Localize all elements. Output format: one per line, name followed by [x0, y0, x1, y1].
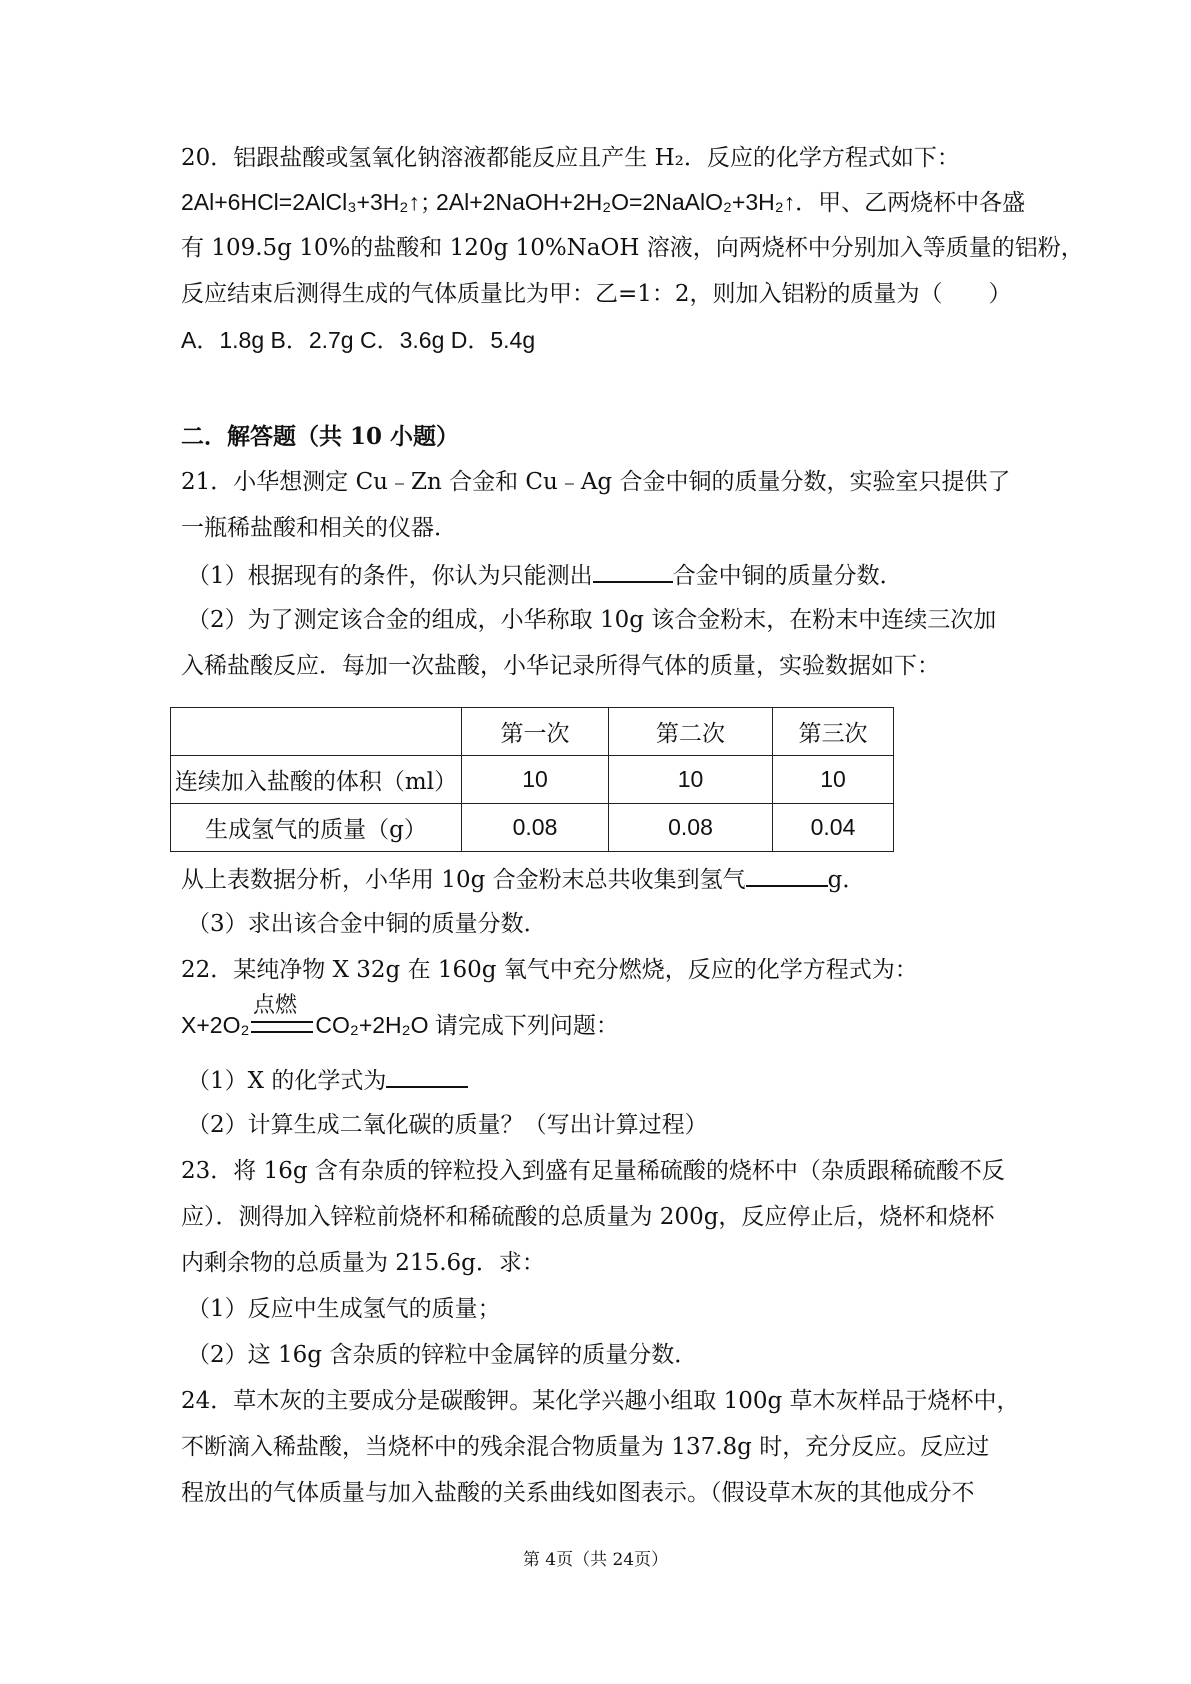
section-title: 二．解答题（共 10 小题）: [181, 423, 460, 450]
q21-part1-text-a: （1）根据现有的条件，你认为只能测出: [187, 563, 593, 589]
q20-line4: 反应结束后测得生成的气体质量比为甲：乙=1：2，则加入铝粉的质量为（ ）: [181, 281, 1012, 307]
q21-after-text-b: g．: [827, 867, 866, 893]
q22-part1-text: （1）X 的化学式为: [187, 1068, 387, 1094]
q23-part1: （1）反应中生成氢气的质量；: [187, 1296, 501, 1322]
table-cell: 0.08: [609, 804, 773, 852]
table-header-cell: 第二次: [609, 708, 773, 756]
q21-part1-text-b: 合金中铜的质量分数．: [672, 563, 903, 589]
table-header-row: [171, 708, 894, 756]
table-header-cell: 第三次: [773, 708, 894, 756]
q23-line1: 23．将 16g 含有杂质的锌粒投入到盛有足量稀硫酸的烧杯中（杂质跟稀硫酸不反: [181, 1158, 1005, 1184]
q20-options: A．1.8g B．2.7g C．3.6g D．5.4g: [181, 327, 536, 353]
q20-equation2: 2Al+2NaOH+2H₂O=2NaAlO₂+3H₂↑．甲、乙两烧杯中各盛: [436, 189, 1026, 215]
q22-part1: [187, 1064, 468, 1096]
q22-equation-right: CO₂+2H₂O 请完成下列问题：: [315, 1012, 619, 1038]
table-cell: 10: [462, 756, 609, 804]
q24-line1: 24．草木灰的主要成分是碳酸钾。某化学兴趣小组取 100g 草木灰样品于烧杯中，: [181, 1388, 1020, 1414]
table-row: [171, 756, 894, 804]
q21-part2-line1: （2）为了测定该合金的组成，小华称取 10g 该合金粉末，在粉末中连续三次加: [187, 607, 997, 633]
q22-formula-blank: [386, 1064, 468, 1088]
q21-line1: 21．小华想测定 Cu﹣Zn 合金和 Cu﹣Ag 合金中铜的质量分数，实验室只提供了: [181, 469, 1011, 495]
q22-equation-condition: 点燃: [253, 993, 298, 1018]
q21-part1-blank: [593, 559, 673, 583]
q23-line3: 内剩余物的总质量为 215.6g．求：: [181, 1250, 545, 1276]
table-cell: 连续加入盐酸的体积（ml）: [171, 756, 462, 804]
table-cell: 0.04: [773, 804, 894, 852]
table-cell: 10: [609, 756, 773, 804]
table-cell: 生成氢气的质量（g）: [171, 804, 462, 852]
q23-part2: （2）这 16g 含杂质的锌粒中金属锌的质量分数．: [187, 1342, 698, 1368]
q21-after-text-a: 从上表数据分析，小华用 10g 合金粉末总共收集到氢气: [181, 867, 746, 893]
q20-line3: 有 109.5g 10%的盐酸和 120g 10%NaOH 溶液，向两烧杯中分别加入等质量的铝粉，: [181, 235, 1084, 261]
table-cell: 0.08: [462, 804, 609, 852]
q22-equation-left: X+2O₂: [181, 1012, 250, 1038]
q24-line3: 程放出的气体质量与加入盐酸的关系曲线如图表示。（假设草木灰的其他成分不: [181, 1480, 975, 1506]
q21-part2-line2: 入稀盐酸反应．每加一次盐酸，小华记录所得气体的质量，实验数据如下：: [181, 653, 940, 679]
q23-line2: 应）．测得加入锌粒前烧杯和稀硫酸的总质量为 200g，反应停止后，烧杯和烧杯: [181, 1204, 995, 1230]
q21-after-table: [181, 863, 865, 895]
q20-equation1: 2Al+6HCl=2AlCl₃+3H₂↑；: [181, 189, 443, 215]
q21-part3: （3）求出该合金中铜的质量分数．: [187, 911, 547, 937]
table-header-cell: 第一次: [462, 708, 609, 756]
q22-equation-arrow: [251, 1021, 313, 1033]
q21-hydrogen-blank: [746, 863, 828, 887]
q24-line2: 不断滴入稀盐酸，当烧杯中的残余混合物质量为 137.8g 时，充分反应。反应过: [181, 1434, 990, 1460]
table-header-cell: [171, 708, 462, 756]
q22-line1: 22．某纯净物 X 32g 在 160g 氧气中充分燃烧，反应的化学方程式为：: [181, 957, 918, 983]
q21-line2: 一瓶稀盐酸和相关的仪器．: [181, 515, 457, 541]
page-footer: 第 4页（共 24页）: [522, 1550, 669, 1570]
q21-data-table: [170, 707, 894, 852]
q22-equation: [181, 1010, 619, 1040]
table-cell: 10: [773, 756, 894, 804]
q22-part2: （2）计算生成二氧化碳的质量？（写出计算过程）: [187, 1112, 708, 1138]
table-row: [171, 804, 894, 852]
q21-part1: [187, 559, 903, 591]
q20-line1: 20．铝跟盐酸或氢氧化钠溶液都能反应且产生 H₂．反应的化学方程式如下：: [181, 145, 960, 171]
